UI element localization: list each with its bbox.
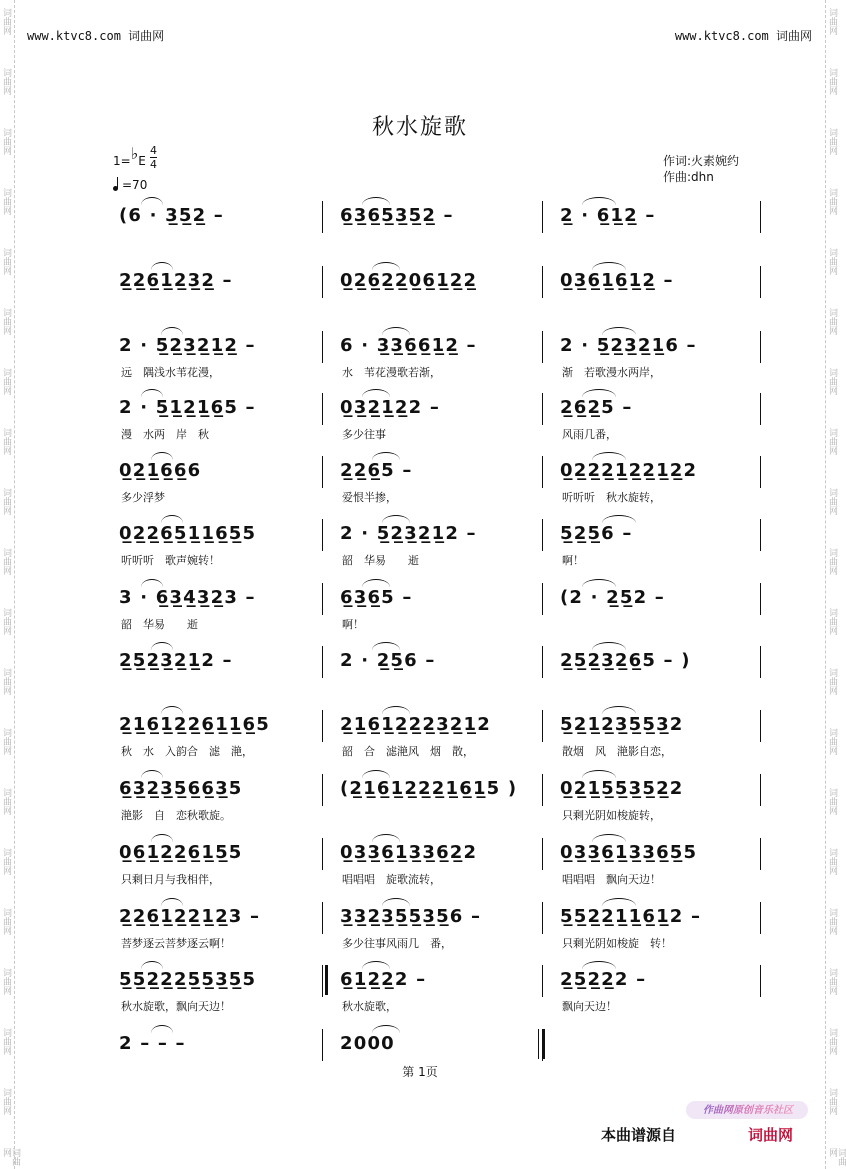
side-watermark-text: 词曲网	[1, 728, 11, 755]
time-numerator: 4	[150, 144, 157, 157]
slur-mark	[592, 642, 626, 650]
bar-line	[542, 902, 543, 934]
right-watermark-strip	[825, 0, 846, 1169]
bar-line	[322, 646, 323, 678]
slur-mark	[362, 389, 390, 397]
measure-notation: 0̲3̲6̲1̲6̲1̲2̲ –	[560, 270, 674, 291]
bar-line	[542, 646, 543, 678]
side-watermark-text: 词曲网	[1, 848, 11, 875]
measure-notation: 5̲2̲1̲2̲3̲5̲5̲3̲2	[560, 714, 684, 735]
lyric-line: 飘向天边！	[562, 1000, 617, 1013]
side-watermark-text: 词曲网	[827, 908, 837, 935]
slur-mark	[141, 770, 163, 778]
slur-mark	[582, 197, 616, 205]
slur-mark	[141, 197, 163, 205]
lyricist-credit: 作词:火素婉约	[663, 154, 740, 168]
side-watermark-text: 词曲网	[827, 1088, 837, 1115]
lyric-line: 风雨几番，	[562, 428, 617, 441]
measure-notation: 2̲5̲2̲3̲2̲6̲5 – )	[560, 650, 691, 671]
measure-notation: 6̲3̲6̲5̲3̲5̲2̲ –	[340, 205, 454, 226]
side-watermark-text: 词曲网	[827, 968, 837, 995]
bar-line	[322, 774, 323, 806]
lyric-line: 渐 若歌漫水两岸，	[562, 366, 661, 379]
slur-mark	[141, 389, 163, 397]
final-barline	[538, 1029, 545, 1059]
bar-line	[542, 393, 543, 425]
slur-mark	[161, 706, 183, 714]
measure-notation: (6 · 3̲5̲2̲ –	[119, 205, 224, 226]
lyric-line: 韶 华易 逝	[121, 618, 198, 631]
bar-line	[322, 331, 323, 363]
slur-mark	[362, 579, 390, 587]
bar-line	[760, 774, 761, 806]
lyric-line: 多少浮梦	[121, 491, 165, 504]
bar-line	[542, 456, 543, 488]
bar-line	[542, 266, 543, 298]
measure-notation: 2 – – –	[119, 1033, 186, 1054]
key-note: E	[138, 154, 146, 168]
slur-mark	[372, 1025, 400, 1033]
tempo-value: =70	[122, 178, 148, 192]
measure-notation: 5̲5̲2̲2̲2̲5̲5̲3̲5̲5	[119, 969, 257, 990]
key-prefix: 1=	[113, 154, 131, 168]
repeat-sign	[318, 965, 328, 995]
measure-notation: 2 · 5̲1̲2̲1̲6̲5 –	[119, 397, 256, 418]
slur-mark	[372, 834, 400, 842]
slur-mark	[582, 961, 616, 969]
tempo-marking	[113, 178, 147, 192]
measure-notation: 6̲3̲2̲3̲5̲6̲6̲3̲5	[119, 778, 243, 799]
side-watermark-text: 词曲网	[827, 308, 837, 335]
bar-line	[322, 583, 323, 615]
bar-line	[322, 519, 323, 551]
source-text: 本曲谱源自	[601, 1126, 677, 1144]
measure-notation: 2̲5̲2̲3̲2̲1̲2 –	[119, 650, 233, 671]
measure-notation: 2̲5̲2̲2̲2 –	[560, 969, 647, 990]
slur-mark	[161, 515, 183, 523]
bar-line	[760, 583, 761, 615]
slur-mark	[582, 579, 616, 587]
bar-line	[760, 965, 761, 997]
side-watermark-text: 词曲网	[827, 428, 837, 455]
side-watermark-text: 词曲网	[1, 1028, 11, 1055]
bar-line	[322, 456, 323, 488]
measure-notation: 6̲1̲2̲2̲2 –	[340, 969, 427, 990]
lyric-line: 多少往事	[342, 428, 386, 441]
side-watermark-text: 词曲网	[827, 548, 837, 575]
lyric-line: 漫 水两 岸 秋	[121, 428, 209, 441]
bar-line	[760, 838, 761, 870]
measure-notation: 2̲1̲6̲1̲2̲2̲6̲1̲1̲6̲5	[119, 714, 270, 735]
slur-mark	[382, 515, 410, 523]
side-watermark-text: 词曲网	[1, 308, 11, 335]
side-watermark-text: 词曲网	[1, 908, 11, 935]
measure-notation: 2̲2̲6̲5 –	[340, 460, 413, 481]
side-watermark-text: 词曲网	[1, 248, 11, 275]
side-watermark-text: 词曲网	[827, 128, 837, 155]
time-denominator: 4	[150, 158, 157, 171]
slur-mark	[592, 834, 626, 842]
bar-line	[760, 331, 761, 363]
measure-notation: 3 · 6̲3̲4̲3̲2̲3 –	[119, 587, 256, 608]
slur-mark	[602, 327, 636, 335]
lyric-line: 秋水旋歌，飘向天边！	[121, 1000, 231, 1013]
measure-notation: 6̲3̲6̲5 –	[340, 587, 413, 608]
slur-mark	[151, 834, 173, 842]
bar-line	[542, 201, 543, 233]
slur-mark	[151, 642, 173, 650]
side-watermark-text: 词曲网	[1, 8, 11, 35]
side-watermark-text: 词曲网	[1, 1088, 11, 1115]
measure-notation: 5̲2̲5̲6 –	[560, 523, 633, 544]
lyric-line: 韶 合 滤滟风 烟 散，	[342, 745, 474, 758]
measure-notation: 0̲3̲3̲6̲1̲3̲3̲6̲2̲2	[340, 842, 478, 863]
quarter-note-icon	[113, 186, 118, 191]
lyric-line: 爱恨半掺，	[342, 491, 397, 504]
measure-notation: (2̲1̲6̲1̲2̲2̲2̲1̲6̲1̲5 )	[340, 778, 518, 799]
bar-line	[760, 646, 761, 678]
slur-mark	[382, 898, 410, 906]
slur-mark	[141, 579, 163, 587]
bar-line	[760, 201, 761, 233]
measure-notation: 0̲2̲1̲5̲5̲3̲5̲2̲2	[560, 778, 684, 799]
side-watermark-text: 词曲网	[1, 68, 11, 95]
side-watermark-text: 词曲网	[1, 128, 11, 155]
measure-notation: 2 · 5̲2̲3̲2̲1̲6 –	[560, 335, 697, 356]
side-watermark-text: 词曲网	[827, 1148, 846, 1166]
slur-mark	[362, 197, 390, 205]
lyric-line: 听听听 歌声婉转！	[121, 554, 220, 567]
measure-notation: 2̲6̲2̲5 –	[560, 397, 633, 418]
measure-notation: 0̲2̲2̲2̲1̲2̲2̲1̲2̲2	[560, 460, 698, 481]
lyric-line: 秋 水 入韵合 滤 滟，	[121, 745, 253, 758]
side-watermark-text: 词曲网	[1, 788, 11, 815]
bar-line	[760, 456, 761, 488]
slur-mark	[151, 1025, 173, 1033]
bar-line	[322, 902, 323, 934]
measure-notation: 0̲6̲1̲2̲2̲6̲1̲5̲5	[119, 842, 243, 863]
measure-notation: 2̲1̲6̲1̲2̲2̲2̲3̲2̲1̲2	[340, 714, 491, 735]
slur-mark	[362, 961, 390, 969]
measure-notation: 2̲2̲6̲1̲2̲2̲1̲2̲3 –	[119, 906, 261, 927]
lyric-line: 只剩日月与我相伴，	[121, 873, 220, 886]
lyric-line: 只剩光阴如梭旋转，	[562, 809, 661, 822]
header-url-right: www.ktvc8.com 词曲网	[674, 29, 812, 43]
measure-notation: 6 · 3̲3̲6̲6̲1̲2̲ –	[340, 335, 477, 356]
side-watermark-text: 词曲网	[827, 68, 837, 95]
side-watermark-text: 词曲网	[827, 368, 837, 395]
key-signature	[113, 144, 157, 171]
slur-mark	[602, 515, 636, 523]
slur-mark	[602, 898, 636, 906]
bar-line	[322, 266, 323, 298]
lyric-line: 只剩光阴如梭旋 转！	[562, 937, 672, 950]
slur-mark	[372, 262, 400, 270]
slur-mark	[592, 452, 626, 460]
bar-line	[542, 583, 543, 615]
lyric-line: 多少往事风雨几 番，	[342, 937, 452, 950]
page-number: 第 1页	[402, 1065, 438, 1079]
measure-notation: 3̲3̲2̲3̲5̲5̲3̲5̲6 –	[340, 906, 482, 927]
measure-notation: 2̲ · 6̲1̲2̲ –	[560, 205, 656, 226]
bar-line	[542, 331, 543, 363]
side-watermark-text: 词曲网	[1, 368, 11, 395]
bar-line	[322, 838, 323, 870]
side-watermark-text: 词曲网	[1, 968, 11, 995]
bar-line	[760, 902, 761, 934]
side-watermark-text: 词曲网	[1, 548, 11, 575]
slur-mark	[382, 706, 410, 714]
lyric-line: 啊！	[562, 554, 584, 567]
bar-line	[760, 710, 761, 742]
slur-mark	[592, 262, 626, 270]
slur-mark	[602, 706, 636, 714]
measure-notation: (2 · 2̲5̲2 –	[560, 587, 665, 608]
brand-logo: 词曲网	[748, 1126, 794, 1144]
time-signature	[150, 144, 157, 171]
side-watermark-text: 词曲网	[827, 488, 837, 515]
credits	[663, 153, 739, 185]
lyric-line: 秋水旋歌，	[342, 1000, 397, 1013]
slur-mark	[161, 327, 183, 335]
song-title: 秋水旋歌	[371, 115, 468, 140]
bar-line	[542, 774, 543, 806]
side-watermark-text: 词曲网	[827, 668, 837, 695]
lyric-line: 啊！	[342, 618, 364, 631]
lyric-line: 菩梦逐云菩梦逐云啊！	[121, 937, 231, 950]
lyric-line: 滟影 自 恋秋歌旋。	[121, 809, 231, 822]
side-watermark-text: 词曲网	[827, 608, 837, 635]
measure-notation: 0̲3̲3̲6̲1̲3̲3̲6̲5̲5	[560, 842, 698, 863]
lyric-line: 唱唱唱 旋歌流转，	[342, 873, 441, 886]
side-watermark-text: 词曲网	[827, 848, 837, 875]
bar-line	[322, 710, 323, 742]
measure-notation: 2000	[340, 1033, 395, 1054]
lyric-line: 韶 华易 逝	[342, 554, 419, 567]
lyric-line: 散烟 风 滟影自恋，	[562, 745, 672, 758]
community-stamp-logo: 作曲网原创音乐社区	[690, 1102, 806, 1119]
measure-notation: 5̲5̲2̲2̲1̲1̲6̲1̲2 –	[560, 906, 702, 927]
bar-line	[542, 838, 543, 870]
bar-line	[760, 519, 761, 551]
measure-notation: 2̲2̲6̲1̲2̲3̲2̲ –	[119, 270, 233, 291]
lyric-line: 唱唱唱 飘向天边！	[562, 873, 661, 886]
bar-line	[322, 1029, 323, 1061]
slur-mark	[372, 642, 400, 650]
side-watermark-text: 词曲网	[827, 8, 837, 35]
slur-mark	[362, 770, 390, 778]
side-watermark-text: 词曲网	[827, 728, 837, 755]
side-watermark-text: 词曲网	[827, 788, 837, 815]
slur-mark	[382, 327, 410, 335]
lyric-line: 水 苇花漫歌若渐，	[342, 366, 441, 379]
slur-mark	[151, 452, 173, 460]
slur-mark	[151, 262, 173, 270]
flat-symbol: ♭	[130, 144, 139, 163]
side-watermark-text: 词曲网	[1, 668, 11, 695]
bar-line	[760, 393, 761, 425]
bar-line	[322, 201, 323, 233]
measure-notation: 0̲2̲2̲6̲5̲1̲1̲6̲5̲5	[119, 523, 257, 544]
side-watermark-text: 词曲网	[1, 428, 11, 455]
side-watermark-text: 词曲网	[827, 188, 837, 215]
measure-notation: 0̲3̲2̲1̲2̲2 –	[340, 397, 441, 418]
side-watermark-text: 词曲网	[1, 1148, 20, 1166]
side-watermark-text: 词曲网	[1, 608, 11, 635]
left-watermark-strip	[0, 0, 20, 1169]
side-watermark-text: 词曲网	[827, 248, 837, 275]
bar-line	[542, 710, 543, 742]
lyric-line: 听听听 秋水旋转，	[562, 491, 661, 504]
side-watermark-text: 词曲网	[1, 188, 11, 215]
header-url-left: www.ktvc8.com 词曲网	[27, 29, 165, 43]
measure-notation: 2 · 2̲5̲6 –	[340, 650, 436, 671]
slur-mark	[141, 961, 163, 969]
slur-mark	[372, 452, 400, 460]
bar-line	[542, 965, 543, 997]
bar-line	[322, 393, 323, 425]
measure-notation: 2 · 5̲2̲3̲2̲1̲2̲ –	[119, 335, 256, 356]
side-watermark-text: 词曲网	[1, 488, 11, 515]
side-watermark-text: 词曲网	[827, 1028, 837, 1055]
lyric-line: 远 隅浅水苇花漫，	[121, 366, 220, 379]
bar-line	[542, 519, 543, 551]
measure-notation: 0̲2̲6̲2̲2̲0̲6̲1̲2̲2̲	[340, 270, 478, 291]
slur-mark	[582, 770, 616, 778]
measure-notation: 0̲2̲1̲6̲6̲6	[119, 460, 202, 481]
measure-notation: 2 · 5̲2̲3̲2̲1̲2 –	[340, 523, 477, 544]
composer-credit: 作曲:dhn	[663, 170, 714, 184]
slur-mark	[582, 389, 616, 397]
slur-mark	[161, 898, 183, 906]
bar-line	[760, 266, 761, 298]
